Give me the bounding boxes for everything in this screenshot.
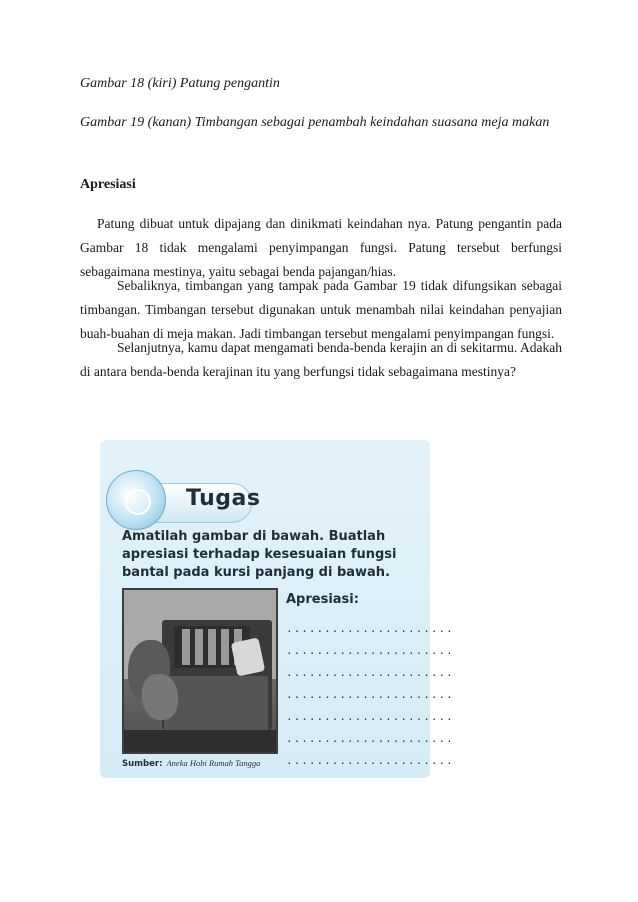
- answer-line: ......................: [286, 688, 454, 701]
- figure-19-caption: Gambar 19 (kanan) Timbangan sebagai penambah keindahan suasana meja makan: [80, 115, 550, 130]
- source-label: Sumber:: [122, 759, 163, 769]
- tugas-emblem-icon: [106, 470, 166, 530]
- tugas-header: [106, 470, 426, 528]
- answer-line: ......................: [286, 732, 454, 745]
- photo-floor: [124, 730, 276, 752]
- tugas-instruction: Amatilah gambar di bawah. Buatlah apresiasi terhadap kesesuaian fungsi bantal pada kursi panjang di bawah.: [122, 529, 397, 580]
- source-text: Aneka Hobi Rumah Tangga: [166, 758, 261, 768]
- apresiasi-label: Apresiasi:: [286, 592, 359, 607]
- bench-photo: [122, 588, 278, 754]
- paragraph-3: Selanjutnya, kamu dapat mengamati benda-benda kerajin an di sekitarmu. Adakah di antara benda-benda kerajinan itu yang berfungsi tidak sebagaimana mestinya?: [80, 340, 562, 379]
- paragraph-1: Patung dibuat untuk dipajang dan dinikmati keindahan nya. Patung pengantin pada Gambar 18 tidak mengalami penyimpangan fungsi. Patung tersebut berfungsi sebagaimana mestinya, yaitu sebagai benda pajangan/hias.: [80, 216, 562, 279]
- section-heading: Apresiasi: [80, 177, 136, 192]
- answer-line: ......................: [286, 666, 454, 679]
- figure-18-caption: Gambar 18 (kiri) Patung pengantin: [80, 76, 280, 91]
- photo-source: [122, 758, 260, 769]
- answer-line: ......................: [286, 644, 454, 657]
- photo-plant-leaves: [142, 674, 178, 720]
- paragraph-2: Sebaliknya, timbangan yang tampak pada Gambar 19 tidak difungsikan sebagai timbangan. Timbangan tersebut digunakan untuk menambah nilai keindahan penyajian buah-buahan di meja makan. Jadi timbangan tersebut mengalami penyimpangan fungsi.: [80, 278, 562, 341]
- tugas-title: Tugas: [186, 486, 261, 511]
- answer-line: ......................: [286, 710, 454, 723]
- answer-lines: [286, 618, 454, 772]
- tugas-box: [100, 440, 454, 778]
- photo-bench-seat: [164, 676, 268, 730]
- answer-line: ......................: [286, 754, 454, 767]
- answer-line: ......................: [286, 622, 454, 635]
- circle-ring-icon: [125, 489, 151, 515]
